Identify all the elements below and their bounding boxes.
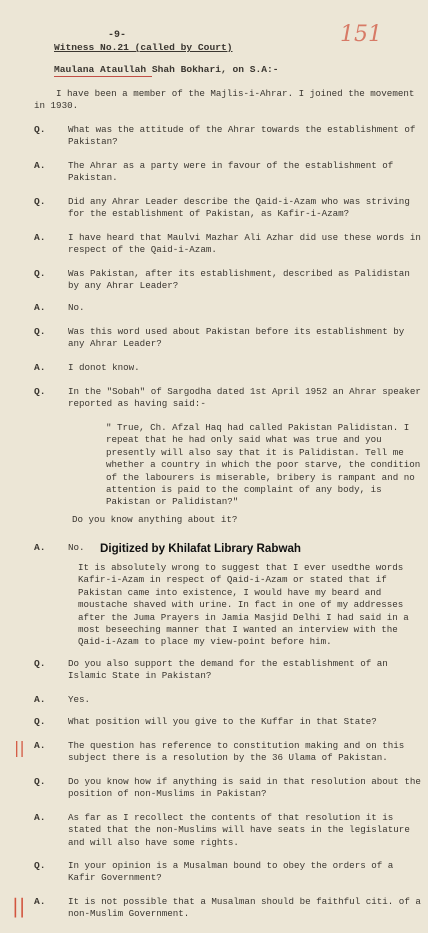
- page-stamp: 151: [340, 22, 382, 47]
- entry-label: Q.: [34, 716, 46, 727]
- witness-title-text: Witness No.21 (called by Court): [54, 42, 233, 53]
- entry-label: A.: [34, 896, 46, 907]
- entry-label: Q.: [34, 124, 46, 135]
- entry-text: What position will you give to the Kuffar in that State?: [68, 716, 377, 727]
- entry-text: No.: [68, 302, 85, 313]
- entry-label: A.: [34, 232, 46, 243]
- follow-up-question: Do you know anything about it?: [72, 514, 238, 525]
- margin-mark: ||: [12, 894, 26, 918]
- entry-label: A.: [34, 812, 46, 823]
- entry-label: A.: [34, 694, 46, 705]
- entry-text: Do you also support the demand for the establishment of an Islamic State in Pakistan?: [68, 658, 388, 682]
- entry-label: A.: [34, 362, 46, 373]
- entry-label: Q.: [34, 386, 46, 397]
- entry-label: A.: [34, 160, 46, 171]
- entry-label: A.: [34, 542, 46, 553]
- answer-no: No.: [68, 542, 85, 553]
- entry-text: Was this word used about Pakistan before its establishment by any Ahrar Leader?: [68, 326, 405, 350]
- digitization-watermark: Digitized by Khilafat Library Rabwah: [100, 542, 301, 555]
- entry-text: It is not possible that a Musalman should be faithful citi. of a non-Muslim Government.: [68, 896, 421, 920]
- entry-label: Q.: [34, 196, 46, 207]
- entry-label: A.: [34, 302, 46, 313]
- entry-text: The question has reference to constitution making and on this subject there is a resolution by the 36 Ulama of Pakistan.: [68, 740, 405, 764]
- entry-text: Was Pakistan, after its establishment, described as Palidistan by any Ahrar Leader?: [68, 268, 410, 292]
- witness-title: [54, 42, 232, 53]
- entry-text: Did any Ahrar Leader describe the Qaid-i-Azam who was striving for the establishment of Pakistan, as Kafir-i-Azam?: [68, 196, 410, 220]
- witness-name: Maulana Ataullah Shah Bokhari, on S.A:-: [54, 64, 279, 75]
- red-underline: [54, 76, 152, 77]
- long-answer: It is absolutely wrong to suggest that I ever usedthe words Kafir-i-Azam in respect of Qaid-i-Azam or stated that if Pakistan came into existence, I would have my beard and moustache shaved with urine. In fact in one of my addresses after the Juma Prayers in Jamia Masjid Delhi I had said in a most beseeching manner that I wanted an interview with the Qaid-i-Azam to place my view-point before him.: [78, 562, 409, 648]
- entry-text: Yes.: [68, 694, 91, 705]
- margin-mark: ||: [14, 738, 25, 757]
- intro-paragraph: I have been a member of the Majlis-i-Ahrar. I joined the movement in 1930.: [34, 88, 415, 112]
- entry-text: In your opinion is a Musalman bound to obey the orders of a Kafir Government?: [68, 860, 394, 884]
- entry-text: What was the attitude of the Ahrar towards the establishment of Pakistan?: [68, 124, 416, 148]
- entry-text: In the "Sobah" of Sargodha dated 1st April 1952 an Ahrar speaker reported as having said:-: [68, 386, 421, 410]
- entry-text: I have heard that Maulvi Mazhar Ali Azhar did use these words in respect of the Qaid-i-Azam.: [68, 232, 421, 256]
- entry-text: I donot know.: [68, 362, 140, 373]
- page-number: -9-: [108, 30, 127, 41]
- entry-text: As far as I recollect the contents of that resolution it is stated that the non-Muslims will have seats in the legislature and will also have some rights.: [68, 812, 410, 848]
- entry-label: A.: [34, 740, 46, 751]
- entry-label: Q.: [34, 860, 46, 871]
- entry-text: Do you know how if anything is said in that resolution about the position of non-Muslims in Pakistan?: [68, 776, 421, 800]
- entry-label: Q.: [34, 776, 46, 787]
- entry-text: The Ahrar as a party were in favour of the establishment of Pakistan.: [68, 160, 394, 184]
- quoted-speech: " True, Ch. Afzal Haq had called Pakistan Palidistan. I repeat that he had only said what was true and you presently will also say that it is Palidistan. Tell me whether a country in which the poor starve, the condition of the labourers is miserable, bribery is rampant and no attention is paid to the complaint of any body, is Pakistan or Palidistan?": [106, 422, 421, 508]
- entry-label: Q.: [34, 658, 46, 669]
- entry-label: Q.: [34, 326, 46, 337]
- entry-label: Q.: [34, 268, 46, 279]
